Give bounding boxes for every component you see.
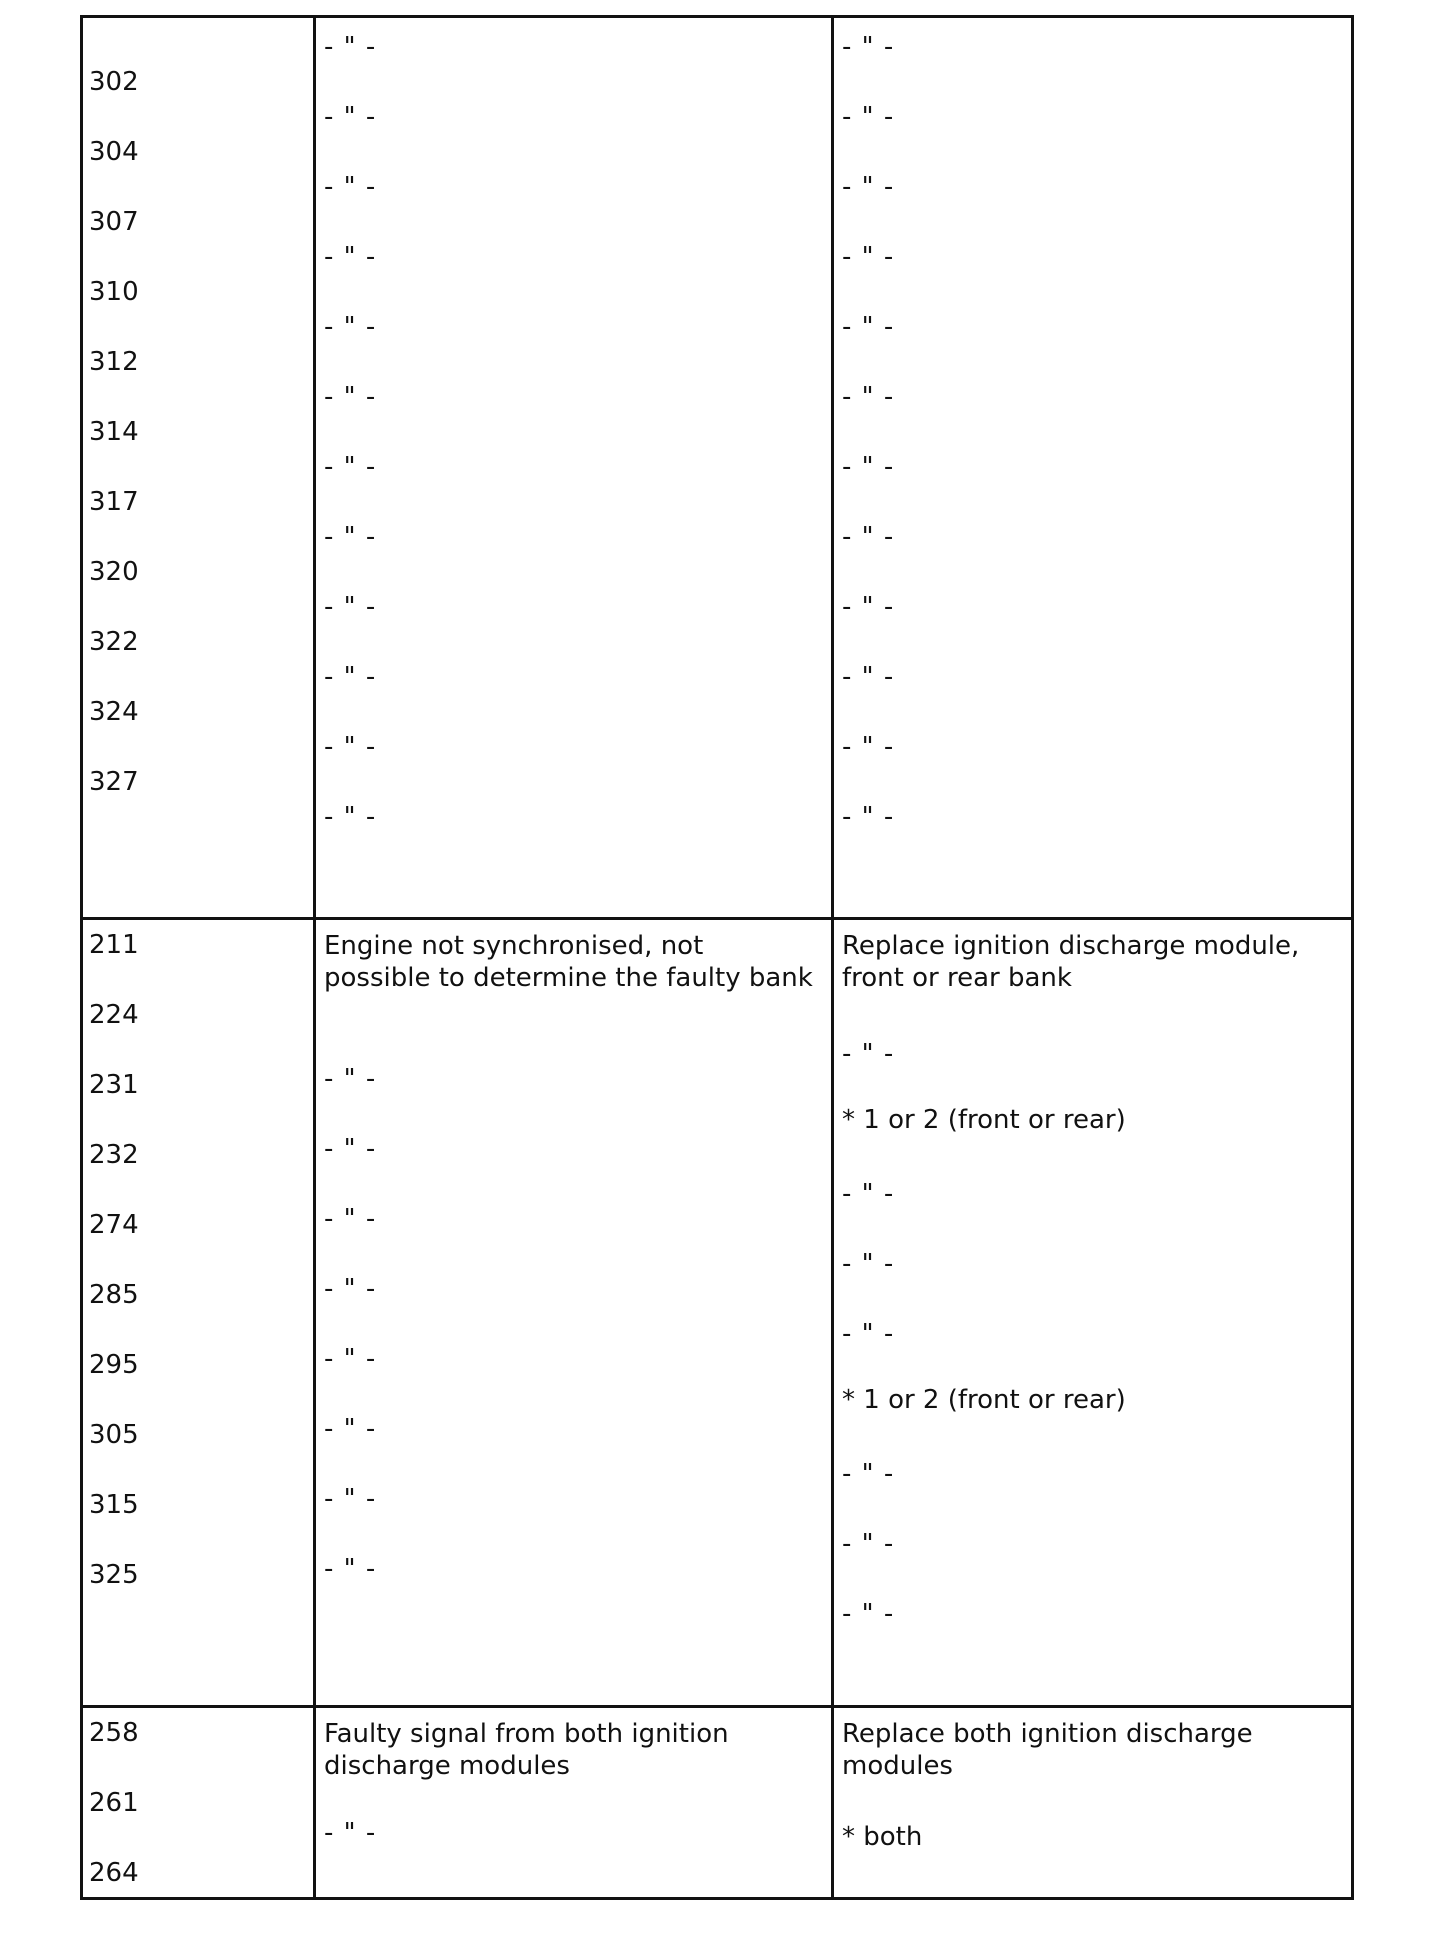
- code-cell: 231: [89, 1070, 139, 1100]
- ditto-mark: - " -: [842, 522, 895, 552]
- ditto-mark: - " -: [324, 1414, 377, 1444]
- code-cell: 315: [89, 1490, 139, 1520]
- ditto-mark: - " -: [324, 1204, 377, 1234]
- table-border-right: [1351, 15, 1354, 1900]
- ditto-mark: - " -: [324, 1484, 377, 1514]
- ditto-mark: - " -: [324, 1554, 377, 1584]
- action-note: * 1 or 2 (front or rear): [842, 1105, 1126, 1135]
- ditto-mark: - " -: [842, 242, 895, 272]
- code-cell: 305: [89, 1420, 139, 1450]
- code-cell: 285: [89, 1280, 139, 1310]
- ditto-mark: - " -: [842, 1459, 895, 1489]
- fault-description: Faulty signal from both ignition discharge modules: [324, 1719, 729, 1781]
- ditto-mark: - " -: [324, 382, 377, 412]
- ditto-mark: - " -: [842, 1599, 895, 1629]
- ditto-mark: - " -: [324, 1274, 377, 1304]
- code-cell: 232: [89, 1140, 139, 1170]
- code-cell: 324: [89, 697, 139, 727]
- code-cell: 302: [89, 67, 139, 97]
- code-cell: 317: [89, 487, 139, 517]
- code-cell: 314: [89, 417, 139, 447]
- ditto-mark: - " -: [842, 32, 895, 62]
- code-cell: 295: [89, 1350, 139, 1380]
- code-cell: 310: [89, 277, 139, 307]
- code-cell: 307: [89, 207, 139, 237]
- code-cell: 327: [89, 767, 139, 797]
- ditto-mark: - " -: [324, 662, 377, 692]
- action-description: Replace ignition discharge module, front or rear bank: [842, 931, 1300, 993]
- ditto-mark: - " -: [842, 452, 895, 482]
- code-cell: 304: [89, 137, 139, 167]
- ditto-mark: - " -: [842, 1249, 895, 1279]
- action-description: Replace both ignition discharge modules: [842, 1719, 1253, 1781]
- ditto-mark: - " -: [324, 242, 377, 272]
- ditto-mark: - " -: [324, 102, 377, 132]
- ditto-mark: - " -: [324, 32, 377, 62]
- ditto-mark: - " -: [324, 172, 377, 202]
- ditto-mark: - " -: [324, 592, 377, 622]
- ditto-mark: - " -: [842, 172, 895, 202]
- table-border-left: [80, 15, 83, 1900]
- ditto-mark: - " -: [842, 1039, 895, 1069]
- row-divider-2: [80, 1705, 1354, 1708]
- fault-description: Engine not synchronised, not possible to determine the faulty bank: [324, 931, 813, 993]
- ditto-mark: - " -: [842, 1529, 895, 1559]
- code-cell: 274: [89, 1210, 139, 1240]
- table-border-bottom: [80, 1897, 1354, 1900]
- ditto-mark: - " -: [324, 1134, 377, 1164]
- ditto-mark: - " -: [842, 732, 895, 762]
- code-cell: 258: [89, 1718, 139, 1748]
- action-note: * both: [842, 1822, 923, 1852]
- ditto-mark: - " -: [324, 312, 377, 342]
- ditto-mark: - " -: [324, 452, 377, 482]
- ditto-mark: - " -: [324, 1344, 377, 1374]
- code-cell: 261: [89, 1788, 139, 1818]
- table-border-top: [80, 15, 1354, 18]
- ditto-mark: - " -: [324, 1818, 377, 1848]
- ditto-mark: - " -: [842, 1179, 895, 1209]
- ditto-mark: - " -: [842, 802, 895, 832]
- ditto-mark: - " -: [842, 592, 895, 622]
- code-cell: 322: [89, 627, 139, 657]
- ditto-mark: - " -: [324, 802, 377, 832]
- ditto-mark: - " -: [842, 382, 895, 412]
- code-cell: 325: [89, 1560, 139, 1590]
- ditto-mark: - " -: [842, 1319, 895, 1349]
- code-cell: 264: [89, 1858, 139, 1888]
- code-cell: 312: [89, 347, 139, 377]
- action-note: * 1 or 2 (front or rear): [842, 1385, 1126, 1415]
- column-divider-2: [831, 15, 834, 1900]
- ditto-mark: - " -: [324, 1064, 377, 1094]
- ditto-mark: - " -: [842, 662, 895, 692]
- code-cell: 320: [89, 557, 139, 587]
- ditto-mark: - " -: [842, 312, 895, 342]
- column-divider-1: [313, 15, 316, 1900]
- ditto-mark: - " -: [324, 522, 377, 552]
- ditto-mark: - " -: [842, 102, 895, 132]
- code-cell: 224: [89, 1000, 139, 1030]
- ditto-mark: - " -: [324, 732, 377, 762]
- code-cell: 211: [89, 930, 139, 960]
- row-divider-1: [80, 917, 1354, 920]
